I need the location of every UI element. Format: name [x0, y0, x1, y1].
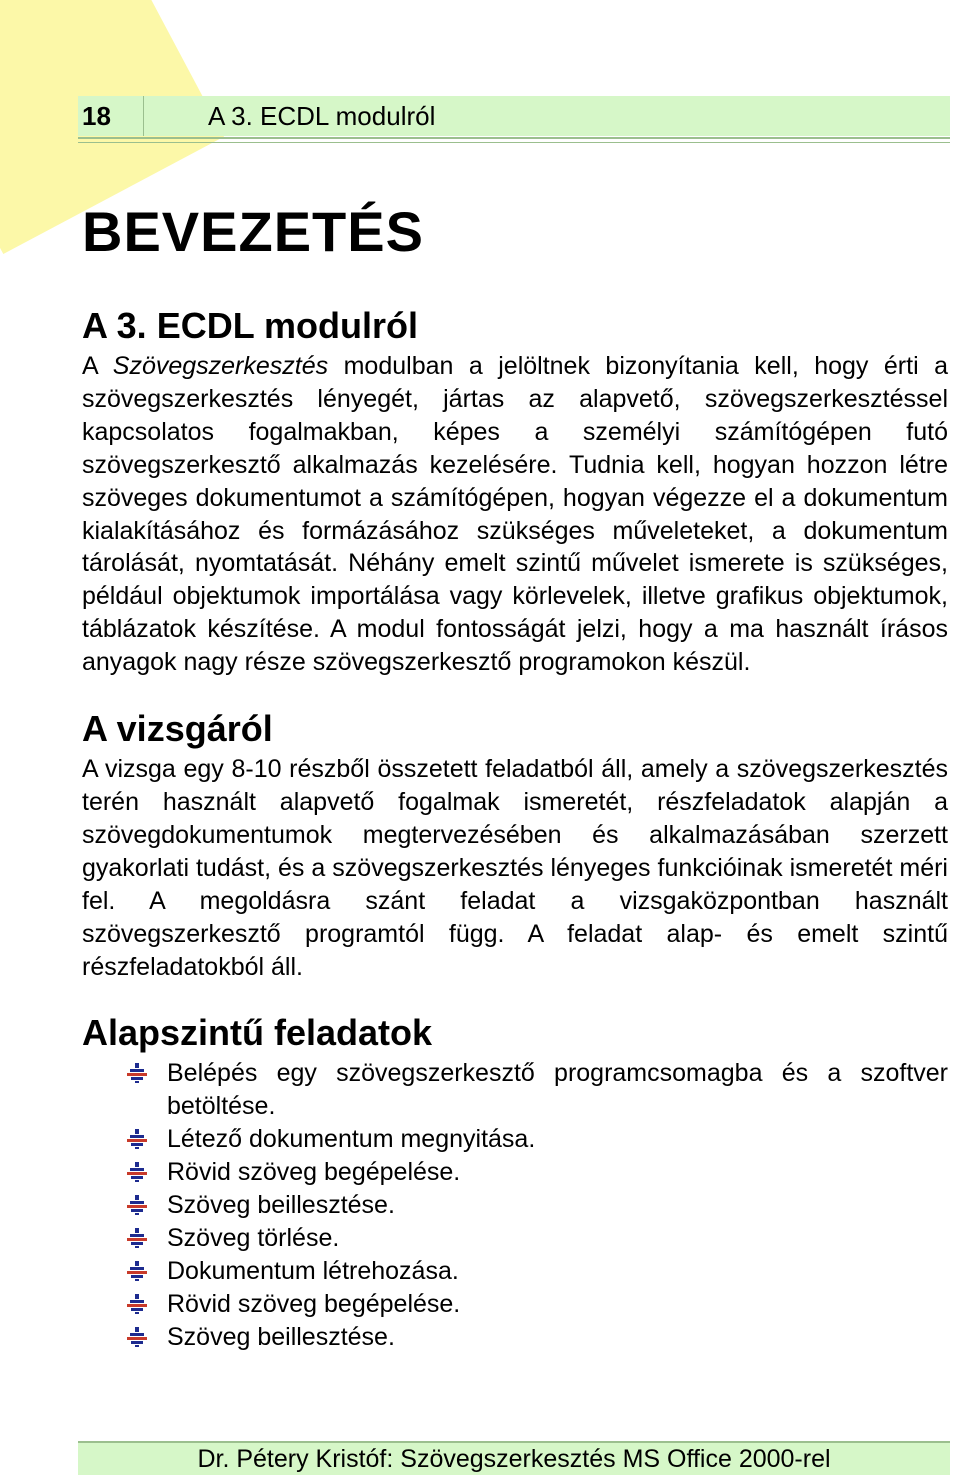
paragraph-rest: modulban a jelöltnek bizonyítania kell, hogy érti a szövegszerkesztés lényegét, jártas az alapvető, szövegszerkesztéssel kapcsolatos fogalmakban, képes a személyi számítógépen futó szövegszerkesztő alkalmazás kezelésére. Tudnia kell, hogyan hozzon létre szöveges dokumentumot a számítógépen, hogyan végezze el a dokumentum kialakításához és formázásához szükséges műveleteket, a dokumentum tárolását, nyomtatását. Néhány emelt szintű művelet ismerete is szükséges, például objektumok importálása vagy körlevelek, illetve grafikus objektumok, táblázatok készítése. A modul fontosságát jelzi, hogy a ma használt írásos anyagok nagy része szövegszerkesztő programokon készül.	[82, 352, 948, 677]
list-item-text: Belépés egy szövegszerkesztő programcsomagba és a szoftver betöltése.	[167, 1059, 948, 1121]
list-item	[82, 1123, 948, 1156]
list-item-text: Létező dokumentum megnyitása.	[167, 1125, 536, 1154]
page-footer	[78, 1441, 950, 1475]
section-heading-basic: Alapszintű feladatok	[82, 1012, 433, 1054]
list-item-text: Szöveg beillesztése.	[167, 1322, 395, 1351]
page-header	[78, 96, 950, 136]
list-item-text: Szöveg beillesztése.	[167, 1191, 395, 1220]
list-item	[82, 1321, 948, 1354]
section-paragraph-exam: A vizsga egy 8-10 részből összetett feladatból áll, amely a szövegszerkesztés terén használt alapvető fogalmak ismeretét, részfeladatok alapján a szövegdokumentumok megtervezésében és alkalmazásában szerzett gyakorlati tudást, és a szövegszerkesztés lényeges funkcióinak ismeretét méri fel. A megoldásra szánt feladat a vizsgaközpontban használt szövegszerkesztő programtól függ. A feladat alap- és emelt szintű részfeladatokból áll.	[82, 755, 948, 981]
list-item-text: Szöveg törlése.	[167, 1223, 340, 1252]
list-item-text: Dokumentum létrehozása.	[167, 1256, 459, 1285]
stacked-bars-bullet-icon	[126, 1327, 148, 1347]
running-title: A 3. ECDL modulról	[208, 100, 436, 131]
stacked-bars-bullet-icon	[126, 1294, 148, 1314]
list-item-text: Rövid szöveg begépelése.	[167, 1289, 461, 1318]
stacked-bars-bullet-icon	[126, 1261, 148, 1281]
list-item	[82, 1057, 948, 1123]
list-item	[82, 1255, 948, 1288]
stacked-bars-bullet-icon	[126, 1162, 148, 1182]
stacked-bars-bullet-icon	[126, 1195, 148, 1215]
page-content	[82, 190, 948, 1354]
section-heading-exam: A vizsgáról	[82, 708, 273, 750]
paragraph-lead: A	[82, 352, 113, 380]
list-item-text: Rövid szöveg begépelése.	[167, 1158, 461, 1187]
stacked-bars-bullet-icon	[126, 1063, 148, 1083]
page-number: 18	[78, 96, 144, 136]
header-rule	[78, 137, 950, 143]
section-paragraph-module	[82, 350, 948, 679]
list-item	[82, 1156, 948, 1189]
chapter-title: BEVEZETÉS	[82, 200, 424, 263]
stacked-bars-bullet-icon	[126, 1228, 148, 1248]
footer-text: Dr. Pétery Kristóf: Szövegszerkesztés MS Office 2000-rel	[197, 1444, 831, 1473]
basic-task-list	[82, 1057, 948, 1353]
module-name-italic: Szövegszerkesztés	[112, 352, 329, 380]
stacked-bars-bullet-icon	[126, 1129, 148, 1149]
list-item	[82, 1288, 948, 1321]
list-item	[82, 1189, 948, 1222]
section-heading-module: A 3. ECDL modulról	[82, 305, 419, 346]
list-item	[82, 1222, 948, 1255]
